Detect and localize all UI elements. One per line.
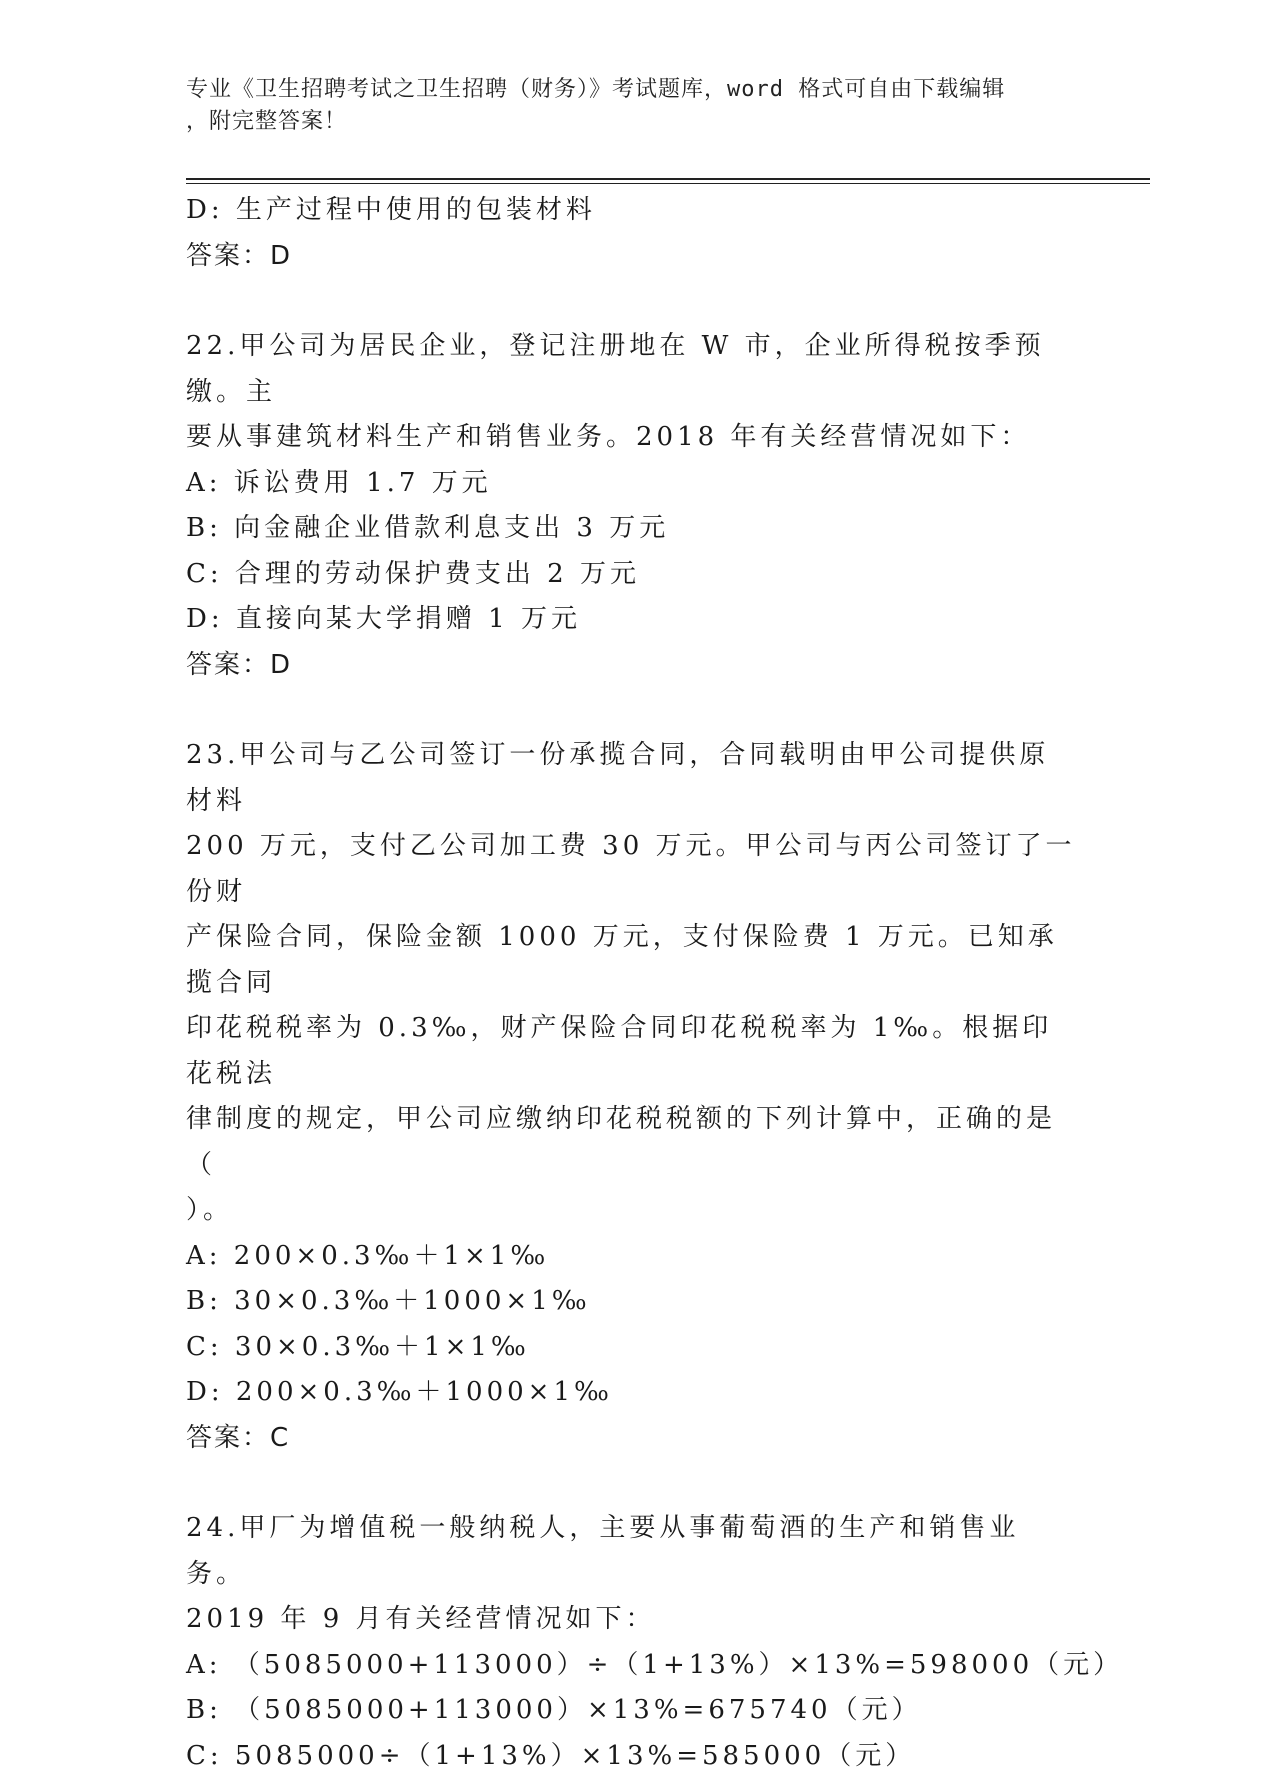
option-b: B: （5085000+113000）×13%=675740（元）: [186, 1688, 1076, 1734]
header-divider: [186, 178, 1150, 180]
document-body: [186, 188, 1076, 1779]
option-c: C: 30×0.3‰＋1×1‰: [186, 1325, 1076, 1371]
question-text-line: 印花税税率为 0.3‰，财产保险合同印花税税率为 1‰。根据印花税法: [186, 1006, 1076, 1097]
header-line-2: ，附完整答案！: [186, 106, 1066, 138]
question-text-line: 2019 年 9 月有关经营情况如下：: [186, 1597, 1076, 1643]
option-d: D: 生产过程中使用的包装材料: [186, 188, 1076, 234]
option-a: A: 200×0.3‰＋1×1‰: [186, 1234, 1076, 1280]
question-text-line: ）。: [186, 1188, 1076, 1234]
question-text-line: 律制度的规定，甲公司应缴纳印花税税额的下列计算中，正确的是（: [186, 1097, 1076, 1188]
option-c: C: 5085000÷（1+13%）×13%=585000（元）: [186, 1734, 1076, 1779]
answer-line: 答案：C: [186, 1416, 1076, 1462]
spacer: [186, 1461, 1076, 1506]
spacer: [186, 279, 1076, 324]
question-block-22: [186, 324, 1076, 688]
answer-line: 答案：D: [186, 234, 1076, 280]
header-divider-thin: [186, 183, 1150, 184]
option-b: B: 30×0.3‰＋1000×1‰: [186, 1279, 1076, 1325]
option-b: B: 向金融企业借款利息支出 3 万元: [186, 506, 1076, 552]
question-text-line: 24.甲厂为增值税一般纳税人，主要从事葡萄酒的生产和销售业务。: [186, 1506, 1076, 1597]
question-text-line: 23.甲公司与乙公司签订一份承揽合同，合同载明由甲公司提供原材料: [186, 733, 1076, 824]
header-line-1: 专业《卫生招聘考试之卫生招聘（财务）》考试题库，word 格式可自由下载编辑: [186, 74, 1066, 106]
spacer: [186, 688, 1076, 733]
option-a: A: 诉讼费用 1.7 万元: [186, 461, 1076, 507]
question-block-24: [186, 1506, 1076, 1779]
option-d: D: 直接向某大学捐赠 1 万元: [186, 597, 1076, 643]
question-block-23: [186, 733, 1076, 1461]
answer-line: 答案：D: [186, 643, 1076, 689]
question-block-prev: [186, 188, 1076, 279]
option-c: C: 合理的劳动保护费支出 2 万元: [186, 552, 1076, 598]
question-text-line: 22.甲公司为居民企业，登记注册地在 W 市，企业所得税按季预缴。主: [186, 324, 1076, 415]
question-text-line: 要从事建筑材料生产和销售业务。2018 年有关经营情况如下：: [186, 415, 1076, 461]
option-a: A: （5085000+113000）÷（1+13%）×13%=598000（元）: [186, 1643, 1076, 1689]
document-header: [186, 74, 1066, 138]
question-text-line: 200 万元，支付乙公司加工费 30 万元。甲公司与丙公司签订了一份财: [186, 824, 1076, 915]
option-d: D: 200×0.3‰＋1000×1‰: [186, 1370, 1076, 1416]
question-text-line: 产保险合同，保险金额 1000 万元，支付保险费 1 万元。已知承揽合同: [186, 915, 1076, 1006]
